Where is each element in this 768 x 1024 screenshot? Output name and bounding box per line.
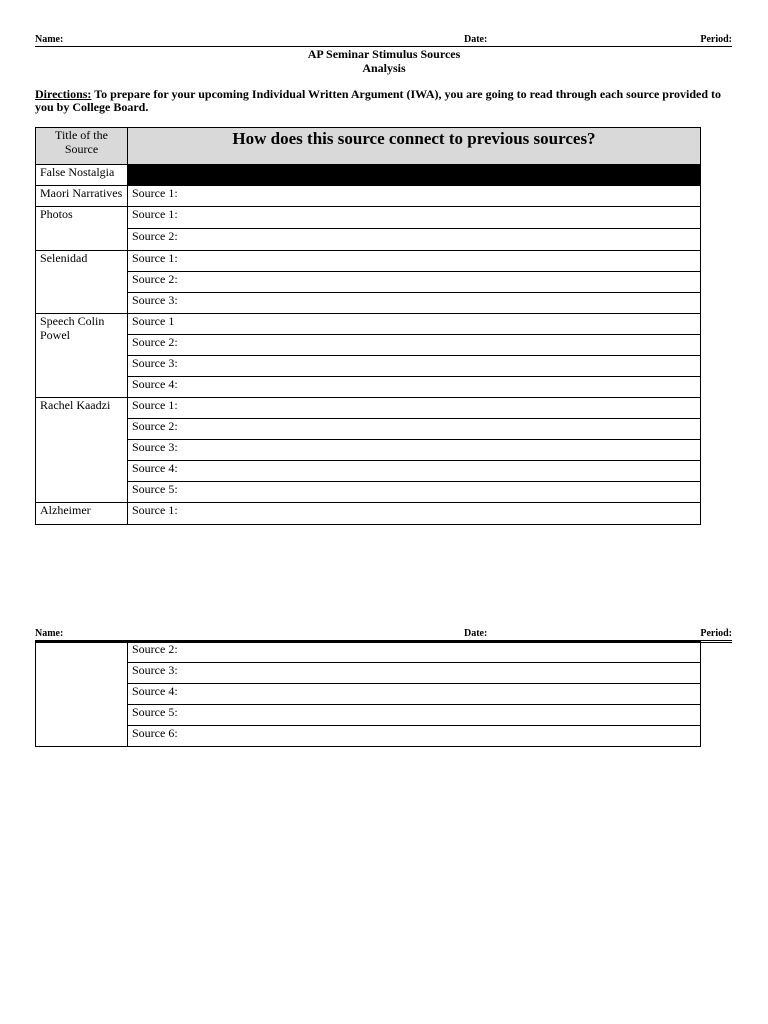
source-entry[interactable]: Source 3:	[128, 293, 701, 314]
table-row	[36, 251, 701, 272]
source-entry[interactable]: Source 3:	[128, 440, 701, 461]
source-entry[interactable]: Source 4:	[128, 684, 701, 705]
source-entry[interactable]: Source 1:	[128, 251, 701, 272]
source-title: Maori Narratives	[36, 186, 128, 207]
table-row	[36, 726, 701, 747]
source-entry[interactable]: Source 6:	[128, 726, 701, 747]
directions-text: To prepare for your upcoming Individual Written Argument (IWA), you are going to read through each source provided to you by College Board.	[35, 87, 722, 114]
table-row	[36, 207, 701, 229]
source-title: Selenidad	[36, 251, 128, 314]
source-title: Rachel Kaadzi	[36, 398, 128, 503]
source-entry[interactable]: Source 2:	[128, 229, 701, 251]
page-header	[35, 34, 732, 47]
source-entry[interactable]: Source 5:	[128, 482, 701, 503]
document-title	[0, 47, 768, 75]
table-row	[36, 663, 701, 684]
name-label: Name:	[35, 628, 64, 639]
table-row	[36, 419, 701, 440]
table-row	[36, 642, 701, 663]
source-entry[interactable]: Source 4:	[128, 461, 701, 482]
table-row	[36, 503, 701, 525]
table-row	[36, 705, 701, 726]
table-header-row	[36, 128, 701, 165]
date-label: Date:	[464, 34, 488, 45]
table-row	[36, 684, 701, 705]
date-label: Date:	[464, 628, 488, 639]
source-entry[interactable]: Source 2:	[128, 419, 701, 440]
table-row	[36, 377, 701, 398]
source-entry[interactable]: Source 2:	[128, 642, 701, 663]
table-row	[36, 165, 701, 186]
table-row	[36, 229, 701, 251]
source-title: Alzheimer	[36, 503, 128, 525]
source-title: False Nostalgia	[36, 165, 128, 186]
directions	[35, 88, 735, 114]
table-row	[36, 482, 701, 503]
sources-table	[35, 127, 701, 525]
table-row	[36, 440, 701, 461]
source-title: Photos	[36, 207, 128, 251]
source-entry[interactable]: Source 1:	[128, 503, 701, 525]
table-row	[36, 293, 701, 314]
sources-table-continued	[35, 641, 701, 747]
title-line-1: AP Seminar Stimulus Sources	[307, 47, 461, 61]
table-row	[36, 398, 701, 419]
source-entry[interactable]: Source 4:	[128, 377, 701, 398]
source-entry[interactable]: Source 3:	[128, 356, 701, 377]
name-label: Name:	[35, 34, 64, 45]
table-row	[36, 356, 701, 377]
blacked-out-cell	[128, 165, 701, 186]
source-entry[interactable]: Source 2:	[128, 335, 701, 356]
source-title: Speech Colin Powel	[36, 314, 128, 398]
source-entry[interactable]: Source 1	[128, 314, 701, 335]
period-label: Period:	[700, 628, 732, 639]
title-line-2: Analysis	[362, 61, 406, 75]
table-row	[36, 335, 701, 356]
source-entry[interactable]: Source 1:	[128, 207, 701, 229]
source-entry[interactable]: Source 2:	[128, 272, 701, 293]
title-column-header: Title of the Source	[36, 128, 128, 165]
source-entry[interactable]: Source 1:	[128, 398, 701, 419]
table-row	[36, 186, 701, 207]
question-column-header: How does this source connect to previous sources?	[128, 128, 701, 165]
table-row	[36, 461, 701, 482]
period-label: Period:	[700, 34, 732, 45]
source-entry[interactable]: Source 1:	[128, 186, 701, 207]
source-title	[36, 642, 128, 747]
directions-label: Directions:	[35, 87, 92, 101]
table-row	[36, 314, 701, 335]
source-entry[interactable]: Source 3:	[128, 663, 701, 684]
source-entry[interactable]: Source 5:	[128, 705, 701, 726]
table-row	[36, 272, 701, 293]
